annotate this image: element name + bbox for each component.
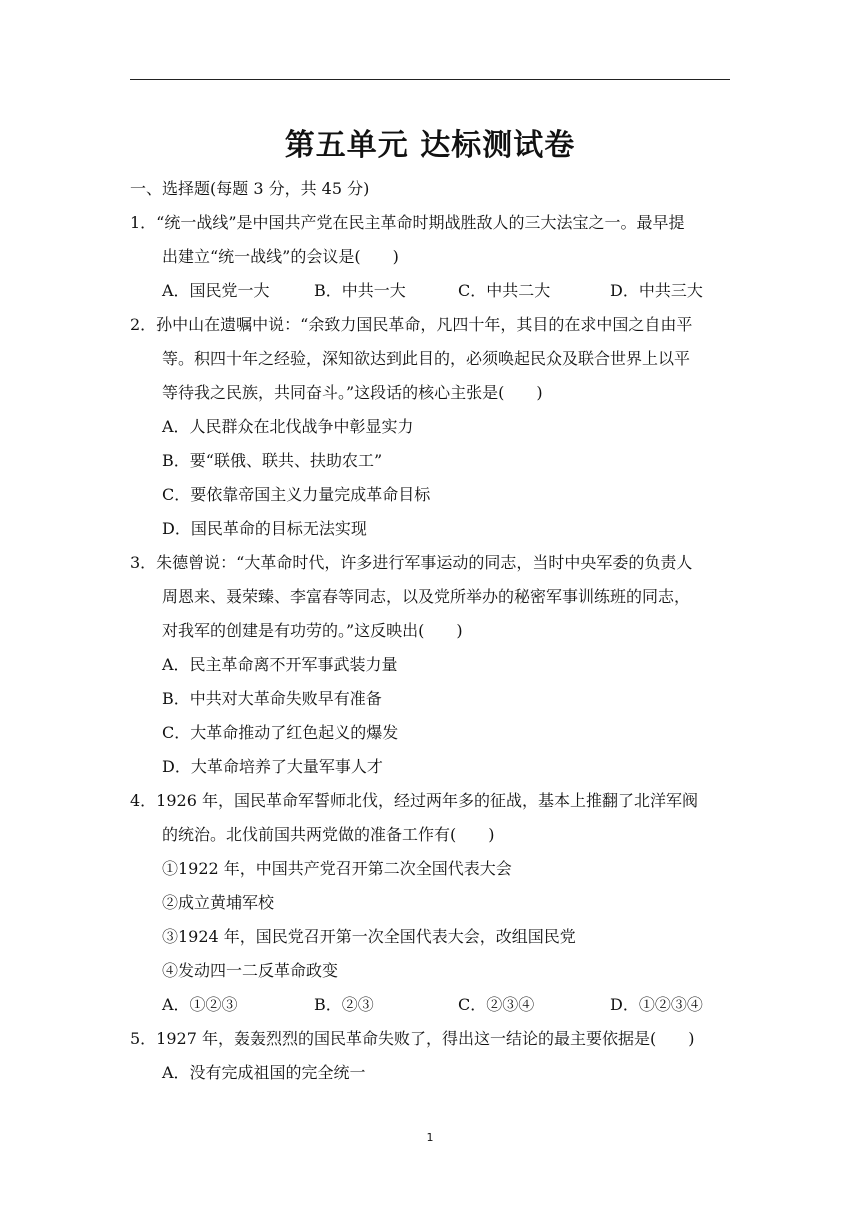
option-c: C．中共二大: [458, 281, 551, 300]
question-1-line-1: 1．“统一战线”是中国共产党在民主革命时期战胜敌人的三大法宝之一。最早提: [130, 213, 685, 232]
question-4-item-3: ③1924 年，国民党召开第一次全国代表大会，改组国民党: [162, 927, 576, 946]
question-2-line-1: 2．孙中山在遗嘱中说：“余致力国民革命，凡四十年，其目的在求中国之自由平: [130, 315, 693, 334]
option-c: C．②③④: [458, 995, 535, 1014]
question-4-item-2: ②成立黄埔军校: [162, 893, 275, 912]
question-3-option-a: A．民主革命离不开军事武装力量: [162, 655, 398, 674]
question-2-option-d: D．国民革命的目标无法实现: [162, 519, 367, 538]
option-b: B．中共一大: [314, 281, 406, 300]
question-4-line-1: 4．1926 年，国民革命军誓师北伐，经过两年多的征战，基本上推翻了北洋军阀: [130, 791, 698, 810]
question-3-option-b: B．中共对大革命失败早有准备: [162, 689, 382, 708]
option-d: D．①②③④: [610, 995, 703, 1014]
section-heading: 一、选择题(每题 3 分，共 45 分): [130, 179, 370, 198]
page-title: 第五单元 达标测试卷: [284, 128, 576, 163]
question-3-option-d: D．大革命培养了大量军事人才: [162, 757, 383, 776]
question-3-line-3: 对我军的创建是有功劳的。”这反映出( ): [162, 621, 463, 640]
question-3-line-1: 3．朱德曾说：“大革命时代，许多进行军事运动的同志，当时中央军委的负责人: [130, 553, 693, 572]
question-2-line-3: 等待我之民族，共同奋斗。”这段话的核心主张是( ): [162, 383, 543, 402]
page-number: 1: [426, 1131, 434, 1144]
question-2-option-c: C．要依靠帝国主义力量完成革命目标: [162, 485, 431, 504]
question-3-option-c: C．大革命推动了红色起义的爆发: [162, 723, 399, 742]
question-2-line-2: 等。积四十年之经验，深知欲达到此目的，必须唤起民众及联合世界上以平: [162, 349, 691, 368]
question-5-line-1: 5．1927 年，轰轰烈烈的国民革命失败了，得出这一结论的最主要依据是( ): [130, 1029, 695, 1048]
option-a: A．①②③: [162, 995, 238, 1014]
question-1-line-2: 出建立“统一战线”的会议是( ): [162, 247, 399, 266]
question-4-item-4: ④发动四一二反革命政变: [162, 961, 339, 980]
option-b: B．②③: [314, 995, 374, 1014]
option-d: D．中共三大: [610, 281, 703, 300]
header-rule: [130, 79, 730, 80]
option-a: A．国民党一大: [162, 281, 270, 300]
question-4-line-2: 的统治。北伐前国共两党做的准备工作有( ): [162, 825, 495, 844]
question-2-option-b: B．要“联俄、联共、扶助农工”: [162, 451, 383, 470]
question-4-item-1: ①1922 年，中国共产党召开第二次全国代表大会: [162, 859, 512, 878]
question-5-option-a: A．没有完成祖国的完全统一: [162, 1063, 366, 1082]
question-2-option-a: A．人民群众在北伐战争中彰显实力: [162, 417, 414, 436]
question-3-line-2: 周恩来、聂荣臻、李富春等同志，以及党所举办的秘密军事训练班的同志，: [162, 587, 691, 606]
